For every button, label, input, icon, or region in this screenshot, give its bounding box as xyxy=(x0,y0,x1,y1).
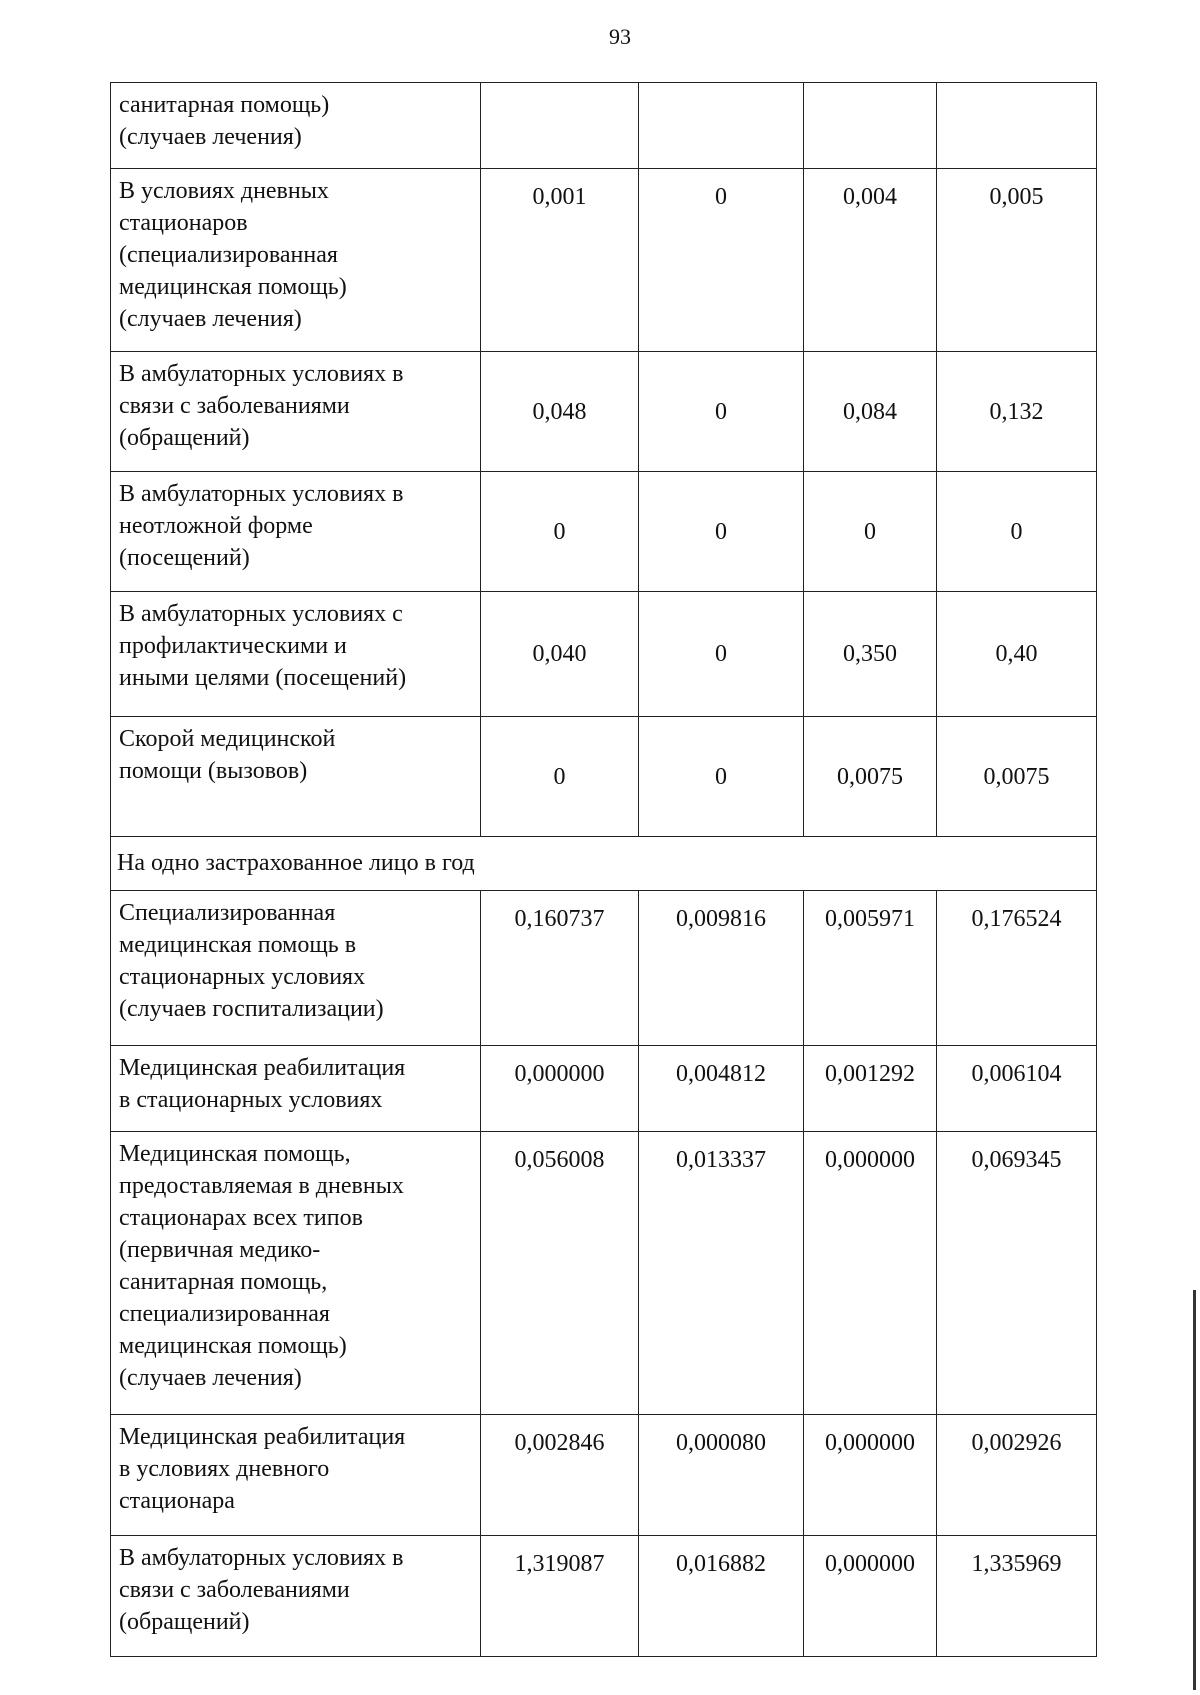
value-cell: 0,000000 xyxy=(804,1536,937,1657)
value-cell: 0,004812 xyxy=(639,1046,804,1132)
value-cell: 0,016882 xyxy=(639,1536,804,1657)
value-cell: 0,000000 xyxy=(804,1132,937,1415)
row-label: Медицинская реабилитация в условиях дневного стационара xyxy=(111,1415,481,1536)
value-cell: 0,005 xyxy=(937,169,1097,352)
value-cell: 0,001292 xyxy=(804,1046,937,1132)
row-label: В амбулаторных условиях в связи с заболеваниями (обращений) xyxy=(111,1536,481,1657)
value-cell: 0,009816 xyxy=(639,891,804,1046)
table-row xyxy=(111,592,1097,717)
table-row xyxy=(111,83,1097,169)
value-cell: 0,040 xyxy=(481,592,639,717)
section-heading: На одно застрахованное лицо в год xyxy=(111,837,1097,891)
value-cell: 0 xyxy=(639,472,804,592)
value-cell: 0,002846 xyxy=(481,1415,639,1536)
value-cell: 0 xyxy=(804,472,937,592)
value-cell xyxy=(639,83,804,169)
row-label: санитарная помощь) (случаев лечения) xyxy=(111,83,481,169)
value-cell: 0,000000 xyxy=(804,1415,937,1536)
row-label: В амбулаторных условиях в неотложной форме (посещений) xyxy=(111,472,481,592)
value-cell: 0,001 xyxy=(481,169,639,352)
value-cell: 0 xyxy=(937,472,1097,592)
row-label: В условиях дневных стационаров (специализированная медицинская помощь) (случаев лечения) xyxy=(111,169,481,352)
value-cell: 0,0075 xyxy=(937,717,1097,837)
table-row xyxy=(111,1536,1097,1657)
section-row xyxy=(111,837,1097,891)
table-row xyxy=(111,1415,1097,1536)
value-cell: 1,319087 xyxy=(481,1536,639,1657)
value-cell: 0,056008 xyxy=(481,1132,639,1415)
row-label: В амбулаторных условиях с профилактическими и иными целями (посещений) xyxy=(111,592,481,717)
value-cell xyxy=(481,83,639,169)
value-cell: 0,350 xyxy=(804,592,937,717)
row-label: Специализированная медицинская помощь в стационарных условиях (случаев госпитализации) xyxy=(111,891,481,1046)
value-cell: 0,048 xyxy=(481,352,639,472)
value-cell: 0,0075 xyxy=(804,717,937,837)
value-cell: 0,132 xyxy=(937,352,1097,472)
value-cell: 0,013337 xyxy=(639,1132,804,1415)
value-cell: 0,084 xyxy=(804,352,937,472)
value-cell: 0,006104 xyxy=(937,1046,1097,1132)
value-cell: 0,004 xyxy=(804,169,937,352)
page-number: 93 xyxy=(609,24,631,49)
value-cell: 0 xyxy=(481,717,639,837)
value-cell: 0 xyxy=(639,717,804,837)
value-cell: 0,000080 xyxy=(639,1415,804,1536)
row-label: Скорой медицинской помощи (вызовов) xyxy=(111,717,481,837)
table-row xyxy=(111,717,1097,837)
value-cell xyxy=(937,83,1097,169)
value-cell: 0 xyxy=(639,352,804,472)
row-label: В амбулаторных условиях в связи с заболеваниями (обращений) xyxy=(111,352,481,472)
value-cell: 0,40 xyxy=(937,592,1097,717)
table-row xyxy=(111,169,1097,352)
value-cell: 0,069345 xyxy=(937,1132,1097,1415)
value-cell: 0,000000 xyxy=(481,1046,639,1132)
value-cell: 0 xyxy=(639,592,804,717)
value-cell: 0,005971 xyxy=(804,891,937,1046)
value-cell: 0,176524 xyxy=(937,891,1097,1046)
row-label: Медицинская помощь, предоставляемая в дневных стационарах всех типов (первичная медико- санитарная помощь, специализированная медицинская помощь) (случаев лечения) xyxy=(111,1132,481,1415)
table-body xyxy=(111,83,1097,1657)
margin-scan-line xyxy=(1193,1290,1196,1690)
value-cell: 0,002926 xyxy=(937,1415,1097,1536)
value-cell: 0,160737 xyxy=(481,891,639,1046)
table-row xyxy=(111,891,1097,1046)
value-cell: 0 xyxy=(481,472,639,592)
value-cell: 1,335969 xyxy=(937,1536,1097,1657)
data-table xyxy=(110,82,1097,1657)
table-row xyxy=(111,472,1097,592)
row-label: Медицинская реабилитация в стационарных условиях xyxy=(111,1046,481,1132)
table-row xyxy=(111,352,1097,472)
value-cell xyxy=(804,83,937,169)
table-row xyxy=(111,1046,1097,1132)
table-row xyxy=(111,1132,1097,1415)
value-cell: 0 xyxy=(639,169,804,352)
